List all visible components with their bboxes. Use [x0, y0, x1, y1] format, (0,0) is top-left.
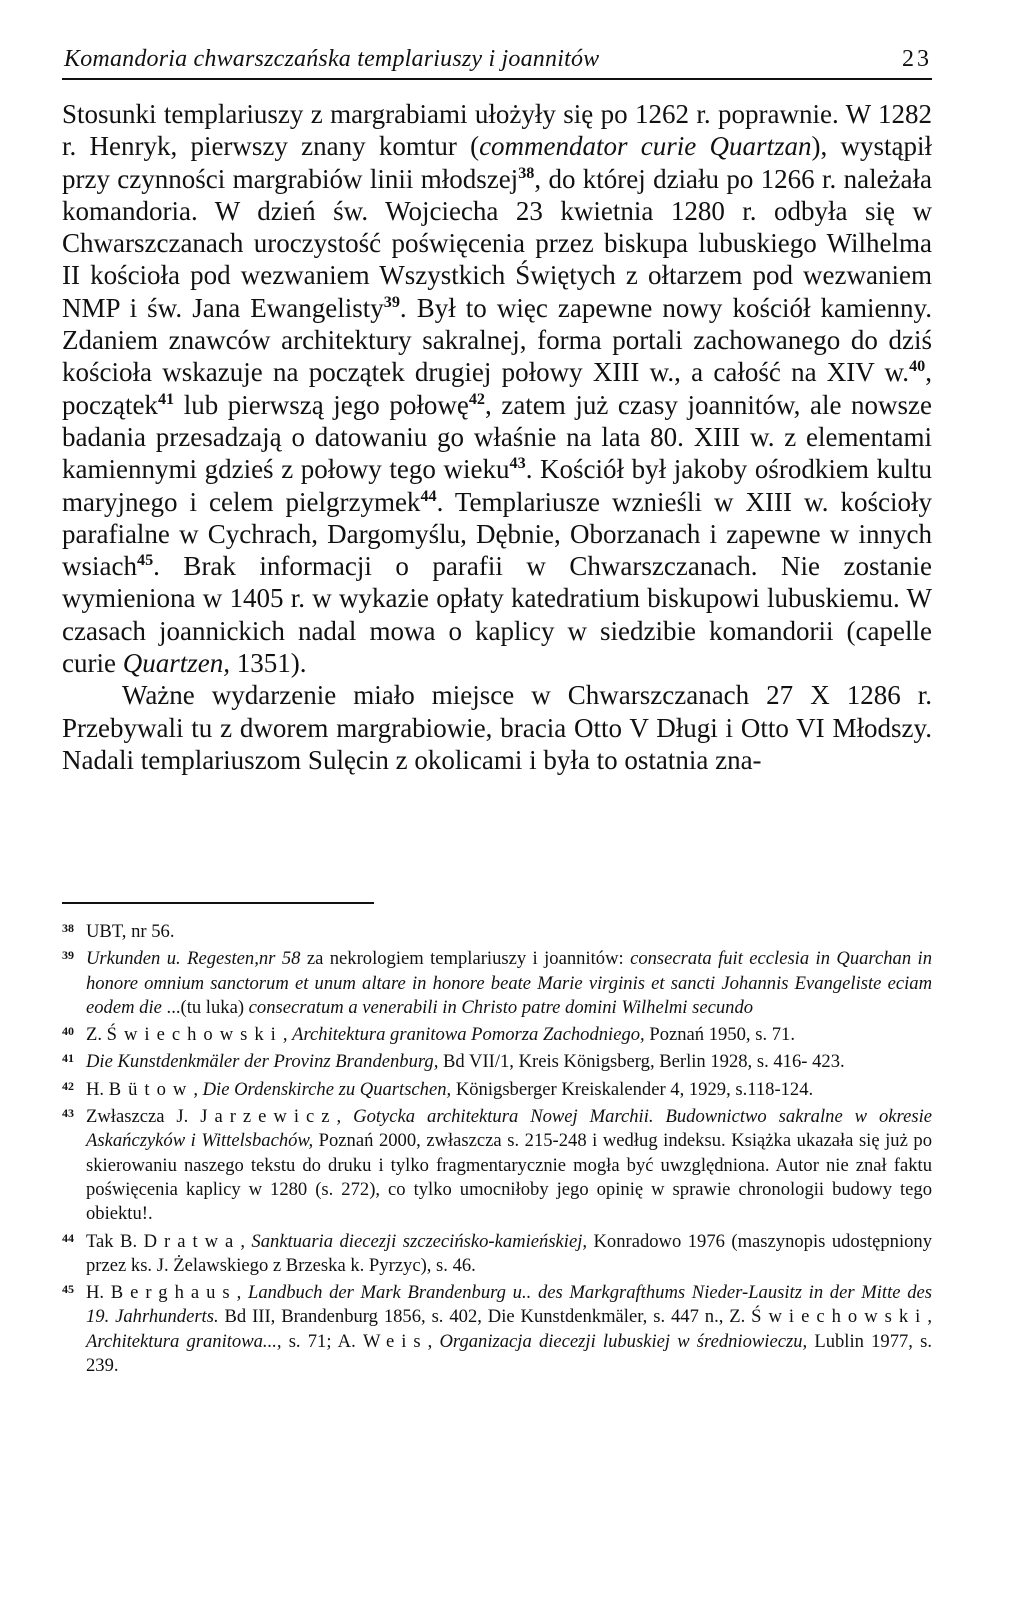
- note-text: H.: [86, 1078, 109, 1100]
- footnote-ref: 39: [383, 292, 400, 311]
- latin-term: commendator curie Quartzan: [479, 131, 812, 162]
- latin-term: Quartzen,: [122, 648, 230, 679]
- note-title: Landbuch der Mark Brandenburg u.. des Markgrafthums Nieder-Lausitz in der Mitte des 19. Jahrhunderts.: [86, 1282, 932, 1328]
- note-text: ,: [236, 1282, 248, 1304]
- note-author: Dratwa: [143, 1230, 241, 1252]
- footnote-ref: 42: [468, 389, 486, 408]
- note-quote: consecrata fuit ecclesia in Quarchan in honore omnium sanctorum et unum altare in honore beate Marie virginis et sancti Johannis Evangeliste eciam eodem die: [86, 948, 932, 1018]
- footnote-45: [62, 1281, 932, 1378]
- footnote-ref: 41: [157, 389, 175, 408]
- note-text: Poznań 2000, zwłaszcza s. 215-248 i według indeksu. Książka ukazała się już po skierowaniu naszego tekstu do druku i tylko fragmentarycznie mogła być uwzględniona. Autor nie znał faktu poświęcenia kaplicy w 1280 (s. 272), co tylko umocniłoby jego opinię w sprawie chronologii budowy tego obiektu!.: [86, 1130, 932, 1225]
- footnote-number: 44: [62, 1230, 74, 1245]
- footnote-divider: [62, 902, 374, 904]
- footnote-39: [62, 947, 932, 1020]
- note-text: ,: [927, 1306, 932, 1328]
- text-run: Stosunki templariuszy z margrabiami ułożyły się po 1262 r. poprawnie. W 1282 r. Henryk, pierwszy znany komtur (: [62, 99, 932, 162]
- note-text: ,: [427, 1330, 440, 1352]
- footnote-ref: 44: [420, 486, 437, 505]
- note-author: Jarzewicz: [200, 1106, 337, 1128]
- note-quote: consecratum a venerabili in Christo patre domini Wilhelmi secundo: [248, 996, 754, 1018]
- note-text: Zwłaszcza J.: [86, 1106, 201, 1128]
- note-text: s. 71; A.: [281, 1330, 363, 1352]
- running-title: Komandoria chwarszczańska templariuszy i joannitów: [64, 46, 600, 72]
- note-text: UBT, nr 56.: [86, 921, 175, 942]
- note-author: Berghaus: [110, 1282, 237, 1304]
- text-run: . Brak informacji o parafii w Chwarszczanach. Nie zostanie wymieniona w 1405 r. w wykazie opłaty katedratium biskupowi lubuskiemu. W czasach joannickich nadal mowa o kaplicy w siedzibie komandorii (capelle curie: [62, 551, 932, 679]
- text-run: . Kościół był jakoby ośrodkiem kultu maryjnego i celem pielgrzymek: [62, 454, 932, 517]
- page: [62, 0, 932, 1616]
- note-title: Sanktuaria diecezji szczecińsko-kamieńskiej,: [251, 1230, 588, 1252]
- note-author: Świechowski: [751, 1306, 928, 1328]
- text-run: . Był to więc zapewne nowy kościół kamienny. Zdaniem znawców architektury sakralnej, forma portali zachowanego do dziś kościoła wskazuje na początek drugiej połowy XIII w., a całość na XIV w.: [62, 292, 932, 388]
- main-text: [62, 98, 932, 776]
- footnote-ref: 45: [136, 551, 154, 570]
- text-run: , zatem już czasy joannitów, ale nowsze badania przesadzają o datowaniu go właśnie na lata 80. XIII w. z elementami kamiennymi gdzieś z połowy tego wieku: [62, 389, 933, 485]
- note-title: Die Ordenskirche zu Quartschen,: [202, 1078, 452, 1100]
- text-run: lub pierwszą jego połowę: [174, 389, 469, 420]
- note-text: H.: [86, 1282, 111, 1304]
- note-author: Weis: [362, 1330, 428, 1352]
- note-text: Königsberger Kreiskalender 4, 1929, s.118-124.: [451, 1078, 814, 1100]
- footnote-number: 39: [62, 948, 74, 963]
- footnote-40: [62, 1023, 932, 1047]
- paragraph-2: Ważne wydarzenie miało miejsce w Chwarszczanach 27 X 1286 r. Przebywali tu z dworem margrabiowie, bracia Otto V Długi i Otto VI Młodszy. Nadali templariuszom Sulęcin z okolicami i była to ostatnia zna-: [62, 680, 932, 775]
- text-run: , początek: [62, 357, 932, 420]
- footnote-38: [62, 920, 932, 944]
- footnote-ref: 43: [509, 454, 526, 473]
- note-title: Architektura granitowa Pomorza Zachodniego,: [292, 1024, 645, 1046]
- footnote-number: 41: [62, 1051, 74, 1066]
- footnote-number: 45: [62, 1282, 74, 1297]
- text-run: . Templariusze wznieśli w XIII w. kościoły parafialne w Cychrach, Dargomyślu, Dębnie, Oborzanach i zapewne w innych wsiach: [62, 486, 932, 582]
- note-text: za nekrologiem templariuszy i joannitów:: [300, 948, 631, 970]
- note-title: Architektura granitowa...,: [86, 1330, 282, 1352]
- note-text: ,: [336, 1106, 354, 1128]
- footnote-41: [62, 1050, 932, 1074]
- footnote-43: [62, 1105, 932, 1226]
- note-text: Tak B.: [86, 1230, 144, 1252]
- footnote-44: [62, 1230, 932, 1279]
- note-title: Die Kunstdenkmäler der Provinz Brandenburg,: [86, 1051, 439, 1073]
- note-author: Bütow: [108, 1078, 194, 1100]
- footnote-number: 38: [62, 921, 74, 935]
- note-text: Z.: [86, 1024, 107, 1046]
- note-author: Świechowski: [106, 1024, 283, 1046]
- note-text: ,: [282, 1024, 293, 1046]
- note-text: ,: [240, 1230, 252, 1252]
- text-run: , do której działu po 1266 r. należała komandoria. W dzień św. Wojciecha 23 kwietnia 1280 r. odbyła się w Chwarszczanach uroczystość poświęcenia przez biskupa lubuskiego Wilhelma II kościoła pod wezwaniem Wszystkich Świętych z ołtarzem pod wezwaniem NMP i św. Jana Ewangelisty: [62, 163, 933, 323]
- footnote-number: 40: [62, 1024, 74, 1039]
- note-text: Lublin 1977, s. 239.: [86, 1330, 932, 1377]
- note-text: 58: [275, 948, 301, 970]
- footnote-ref: 40: [909, 357, 926, 376]
- text-run: 1351).: [229, 648, 307, 679]
- footnotes: [62, 920, 932, 1381]
- note-title: Urkunden u. Regesten,: [86, 948, 259, 970]
- note-text: Bd III, Brandenburg 1856, s. 402, Die Kunstdenkmäler, s. 447 n., Z.: [218, 1306, 752, 1328]
- footnote-42: [62, 1078, 932, 1102]
- text-run: ), wystąpił przy czynności margrabiów linii młodszej: [62, 131, 932, 194]
- note-text: nr: [258, 948, 276, 970]
- page-number: 23: [902, 46, 932, 72]
- note-title: Gotycka architektura Nowej Marchii. Budownictwo sakralne w okresie Askańczyków i Wittelsbachów,: [86, 1106, 933, 1152]
- note-text: Bd VII/1, Kreis Königsberg, Berlin 1928, s. 416- 423.: [438, 1051, 845, 1073]
- note-text: ,: [193, 1078, 203, 1100]
- note-text: Poznań 1950, s. 71.: [644, 1024, 795, 1046]
- paragraph-1: [62, 98, 932, 679]
- running-header: [62, 44, 932, 80]
- note-text: ...(tu luka): [161, 996, 249, 1018]
- footnote-number: 42: [62, 1078, 74, 1093]
- note-title: Organizacja diecezji lubuskiej w średniowieczu,: [439, 1330, 808, 1352]
- footnote-ref: 38: [518, 163, 535, 182]
- note-text: Konradowo 1976 (maszynopis udostępniony przez ks. J. Żelawskiego z Brzeska k. Pyrzyc), s. 46.: [86, 1230, 933, 1276]
- footnote-number: 43: [62, 1106, 74, 1121]
